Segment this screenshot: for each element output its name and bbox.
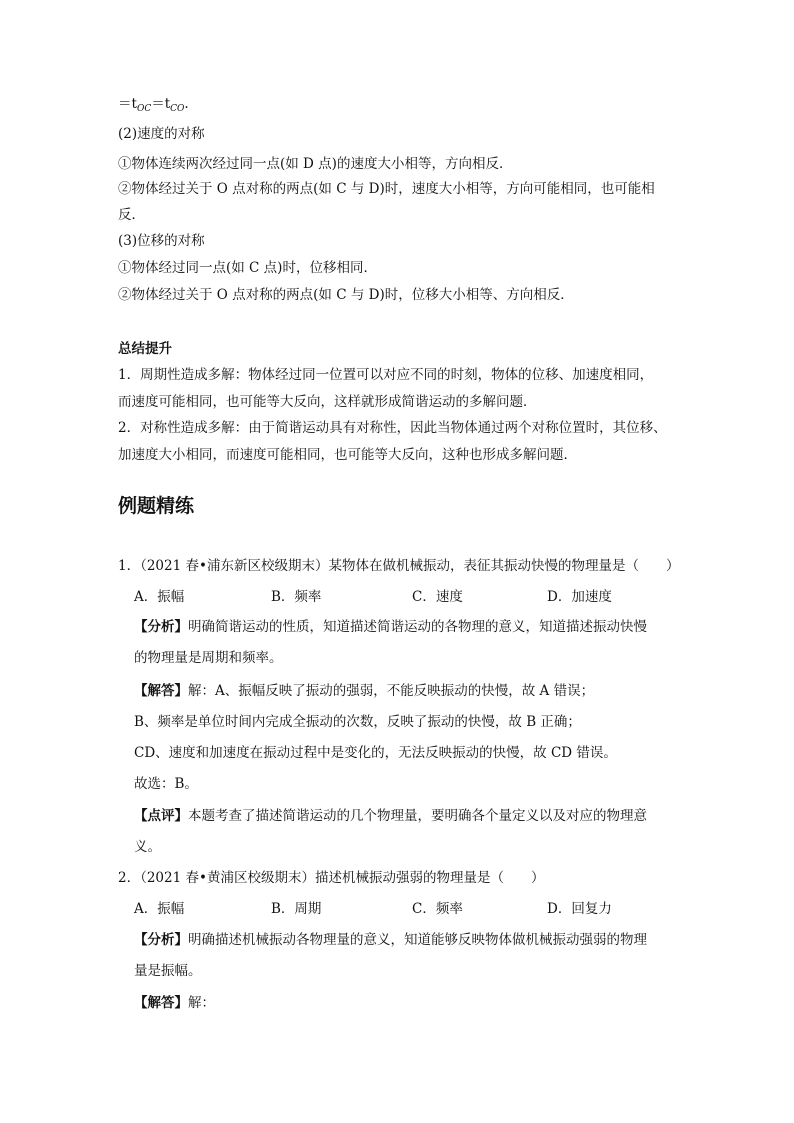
q2-analysis [134,931,647,949]
q1-option-a: A．振幅 [134,589,185,605]
analysis-text: 明确简谐运动的性质，知道描述简谐运动的各物理的意义，知道描述振动快慢 [188,619,647,635]
answer-text: 解：A、振幅反映了振动的强弱，不能反映振动的快慢，故 A 错误； [188,683,595,699]
subscript-co: CO [170,104,185,114]
equation-text: ＝t [118,96,137,112]
q1-option-b: B．频率 [271,589,322,605]
summary-p1: 1．周期性造成多解：物体经过同一位置可以对应不同的时刻，物体的位移、加速度相同， [118,367,654,383]
analysis-text: 明确描述机械振动各物理量的意义，知道能够反映物体做机械振动强弱的物理 [188,932,647,948]
displacement-symmetry-1: ①物体经过同一点(如 C 点)时，位移相同． [118,260,377,276]
q2-option-c: C．频率 [412,901,463,917]
q1-answer [134,682,594,700]
q1-analysis-cont: 的物理量是周期和频率。 [134,650,283,666]
speed-symmetry-1: ①物体连续两次经过同一点(如 D 点)的速度大小相等，方向相反． [118,156,513,172]
answer-tag: 【解答】 [134,995,188,1011]
q1-comment-cont: 义。 [134,839,161,855]
q1-option-c: C．速度 [412,589,463,605]
q1-comment [134,807,647,825]
speed-symmetry-title: (2)速度的对称 [118,126,205,142]
q2-option-b: B．周期 [271,901,322,917]
equation-end: . [184,96,189,112]
q2-analysis-cont: 量是振幅。 [134,963,202,979]
analysis-tag: 【分析】 [134,932,188,948]
question-2-stem: 2．（2021 春•黄浦区校级期末）描述机械振动强弱的物理量是（ ） [118,870,545,886]
answer-text: 解： [188,995,215,1011]
q1-answer-3: CD、速度和加速度在振动过程中是变化的，无法反映振动的快慢，故 CD 错误。 [134,745,617,761]
subscript-oc: OC [136,104,152,114]
q1-analysis [134,618,647,636]
summary-p2-cont: 加速度大小相同，而速度可能相同，也可能等大反向，这种也形成多解问题． [118,447,577,463]
displacement-symmetry-2: ②物体经过关于 O 点对称的两点(如 C 与 D)时，位移大小相等、方向相反． [118,287,574,303]
comment-text: 本题考查了描述简谐运动的几个物理量，要明确各个量定义以及对应的物理意 [188,808,647,824]
summary-p1-cont: 而速度可能相同，也可能等大反向，这样就形成简谐运动的多解问题． [118,394,537,410]
equation-text-2: ＝t [151,96,171,112]
symmetry-time-line [118,95,189,118]
analysis-tag: 【分析】 [134,619,188,635]
question-1-stem: 1．（2021 春•浦东新区校级期末）某物体在做机械振动，表征其振动快慢的物理量是（ ） [118,558,680,574]
q1-answer-2: B、频率是单位时间内完成全振动的次数，反映了振动的快慢，故 B 正确； [134,714,581,730]
comment-tag: 【点评】 [134,808,188,824]
section-title: 例题精练 [118,495,195,517]
speed-symmetry-2-cont: 反． [118,207,145,223]
speed-symmetry-2: ②物体经过关于 O 点对称的两点(如 C 与 D)时，速度大小相等，方向可能相同，也可能相 [118,181,655,197]
displacement-symmetry-title: (3)位移的对称 [118,233,205,249]
summary-title: 总结提升 [118,341,172,357]
summary-p2: 2．对称性造成多解：由于简谐运动具有对称性，因此当物体通过两个对称位置时，其位移、 [118,420,667,436]
q2-option-a: A．振幅 [134,901,185,917]
answer-tag: 【解答】 [134,683,188,699]
q1-option-d: D．加速度 [547,589,612,605]
q2-option-d: D．回复力 [547,901,612,917]
q1-answer-4: 故选：B。 [134,776,198,792]
q2-answer [134,994,215,1012]
